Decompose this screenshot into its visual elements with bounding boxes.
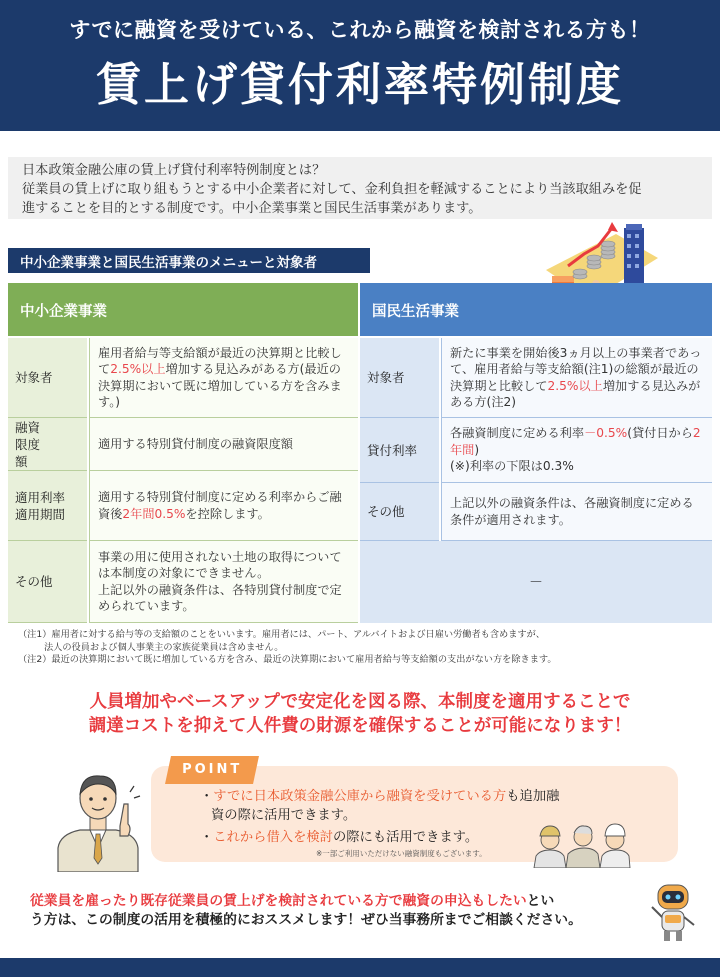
point-tag — [165, 756, 259, 784]
footnote: （注2）最近の決算期において既に増加している方を含み、最近の決算期において雇用者給与等支給額の支出がない方を除きます。 — [18, 654, 557, 665]
point-bullet-cont: 資の際に活用できます。 — [211, 808, 357, 823]
label-text: 融資限度額 — [15, 419, 41, 469]
row-value — [441, 338, 712, 418]
highlight-text: 2年間0.5% — [122, 506, 186, 521]
section-title: 中小企業事業と国民生活事業のメニューと対象者 — [8, 248, 370, 273]
value-text: 増加する見込みがある方(注2) — [450, 378, 701, 409]
footnote: （注1）雇用者に対する給与等の支給額のことをいいます。雇用者には、パート、アルバイトおよび日雇い労働者も含めますが、 — [18, 629, 545, 640]
header-banner — [0, 0, 720, 131]
key-message-line: 人員増加やベースアップで安定化を図る際、本制度を適用することで — [89, 692, 631, 712]
row-label: 対象者 — [8, 338, 87, 418]
highlight-text: これから借入を検討 — [213, 830, 333, 845]
row-value — [89, 338, 358, 418]
value-text: ) — [474, 442, 480, 457]
point-bullet: ・これから借入を検討の際にも活用できます。 — [200, 830, 479, 845]
intro-line: 進することを目的とする制度です。中小企業事業と国民生活事業があります。 — [22, 201, 482, 216]
workers-illustration — [532, 818, 632, 868]
value-text: 各融資制度に定める利率 — [450, 426, 585, 441]
value-text: 適用する特別貸付制度に定める利率からご融資後 — [98, 490, 342, 521]
row-label: 対象者 — [360, 338, 439, 418]
bullet-text: の際にも活用できます。 — [332, 830, 479, 845]
point-tag-label: POINT — [182, 762, 243, 777]
row-value — [89, 541, 358, 623]
robot-mascot-icon — [650, 881, 696, 943]
table-row — [360, 418, 712, 483]
point-note: ※一部ご利用いただけない融資制度もございます。 — [316, 849, 487, 858]
value-text: 上記以外の融資条件は、各特別貸付制度で定められています。 — [98, 582, 342, 613]
table-row — [360, 338, 712, 418]
row-label — [8, 471, 87, 541]
footnote: 法人の役員および個人事業主の家族従業員は含めません。 — [44, 641, 284, 653]
cta-text: う方は、この制度の活用を積極的におススメします！ぜひ当事務所までご相談ください。 — [30, 912, 582, 928]
page-title: 賃上げ貸付利率特例制度 — [95, 58, 624, 111]
table-row — [8, 541, 358, 623]
table-row — [8, 338, 358, 418]
highlight-text: 従業員を雇ったり既存従業員の賃上げを検討されている方で融資の申込もしたい — [30, 893, 527, 909]
table-row — [8, 418, 358, 471]
value-text: 増加する見込みがある方(最近の決算期において既に増加している方を含みます。) — [98, 362, 342, 409]
footer-bar — [0, 958, 720, 977]
row-value: 適用する特別貸付制度の融資限度額 — [89, 418, 358, 471]
national-life-column — [360, 283, 712, 623]
label-text: 適用利率 — [15, 489, 66, 505]
key-message-line: 調達コストを抑えて人件費の財源を確保することが可能になります！ — [88, 716, 632, 736]
menu-table — [8, 283, 712, 623]
intro-line: 日本政策金融公庫の賃上げ貸付利率特例制度とは？ — [22, 163, 326, 178]
table-row — [360, 483, 712, 541]
empty-cell: － — [360, 541, 712, 623]
key-message — [0, 690, 720, 738]
bullet-text: も追加融 — [506, 789, 560, 804]
sme-header: 中小企業事業 — [8, 283, 358, 336]
row-label: その他 — [8, 541, 87, 623]
businessman-illustration — [50, 768, 146, 872]
value-text: を控除します。 — [185, 506, 270, 521]
value-text: 事業の用に使用されない土地の取得については本制度の対象にできません。 — [98, 549, 342, 580]
cta-text: とい — [526, 893, 555, 909]
row-label — [8, 418, 87, 471]
highlight-text: すでに日本政策金融公庫から融資を受けている方 — [213, 789, 507, 804]
row-value — [89, 471, 358, 541]
value-text: (貸付日から — [627, 426, 693, 441]
intro-box — [8, 157, 712, 219]
point-bullet: ・すでに日本政策金融公庫から融資を受けている方も追加融 — [200, 789, 560, 804]
row-label: その他 — [360, 483, 439, 541]
row-label: 貸付利率 — [360, 418, 439, 483]
intro-line: 従業員の賃上げに取り組もうとする中小企業者に対して、金利負担を軽減することにより当該取組みを促 — [22, 182, 642, 197]
value-text: 新たに事業を開始後3ヵ月以上の事業者であって、雇用者給与等支給額(注1)の総額が最近の決算期と比較して — [450, 345, 702, 393]
value-text: (※)利率の下限は0.3% — [450, 459, 574, 474]
value-text: 雇用者給与等支給額が最近の決算期と比較して — [98, 345, 342, 376]
call-to-action — [30, 892, 630, 930]
highlight-text: 2.5%以上 — [110, 362, 166, 376]
sme-column — [8, 283, 358, 623]
row-value: 上記以外の融資条件は、各融資制度に定める条件が適用されます。 — [441, 483, 712, 541]
highlight-text: 2年間 — [450, 426, 701, 457]
national-life-header: 国民生活事業 — [360, 283, 712, 336]
row-value — [441, 418, 712, 483]
header-subtitle: すでに融資を受けている、これから融資を検討される方も！ — [69, 18, 651, 42]
footnotes — [18, 629, 708, 667]
table-row — [8, 471, 358, 541]
highlight-text: －0.5% — [584, 426, 628, 441]
highlight-text: 2.5%以上 — [547, 378, 603, 393]
label-text: 適用期間 — [15, 506, 66, 522]
